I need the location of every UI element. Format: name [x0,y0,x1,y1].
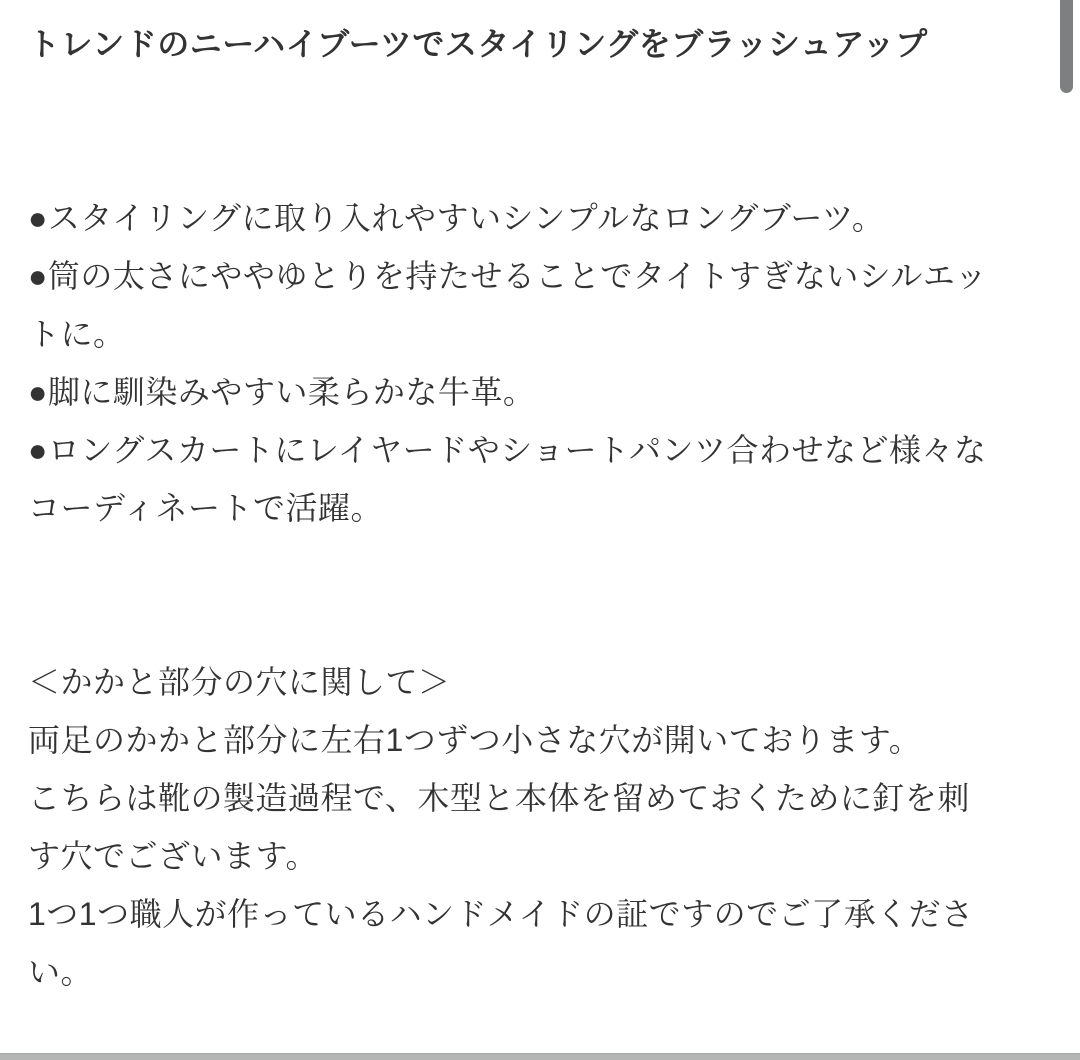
paragraph-line: ●ロングスカートにレイヤードやショートパンツ合わせなど様々なコーディネートで活躍。 [28,432,987,526]
paragraph-line: こちらは靴の製造過程で、木型と本体を留めておくために釘を刺す穴でございます。 [28,780,970,874]
bottom-divider-bar [0,1053,1080,1060]
paragraph-line: 両足のかかと部分に左右1つずつ小さな穴が開いております。 [28,722,922,758]
note-heading: ＜かかと部分の穴に関して＞ [28,664,451,700]
heel-hole-note [28,653,993,1001]
paragraph-line: ●スタイリングに取り入れやすいシンプルなロングブーツ。 [28,200,885,236]
feature-list [28,189,993,537]
spacer [28,73,993,189]
description-title: トレンドのニーハイブーツでスタイリングをブラッシュアップ [28,26,928,62]
note-body [28,711,993,1001]
paragraph-line: 1つ1つ職人が作っているハンドメイドの証ですのでご了承ください。 [28,896,974,990]
scrollbar-thumb[interactable] [1060,0,1073,93]
description-text-block [28,15,993,1001]
spacer [28,537,993,653]
paragraph-line: ●脚に馴染みやすい柔らかな牛革。 [28,374,536,410]
paragraph-line: ●筒の太さにややゆとりを持たせることでタイトすぎないシルエットに。 [28,258,988,352]
